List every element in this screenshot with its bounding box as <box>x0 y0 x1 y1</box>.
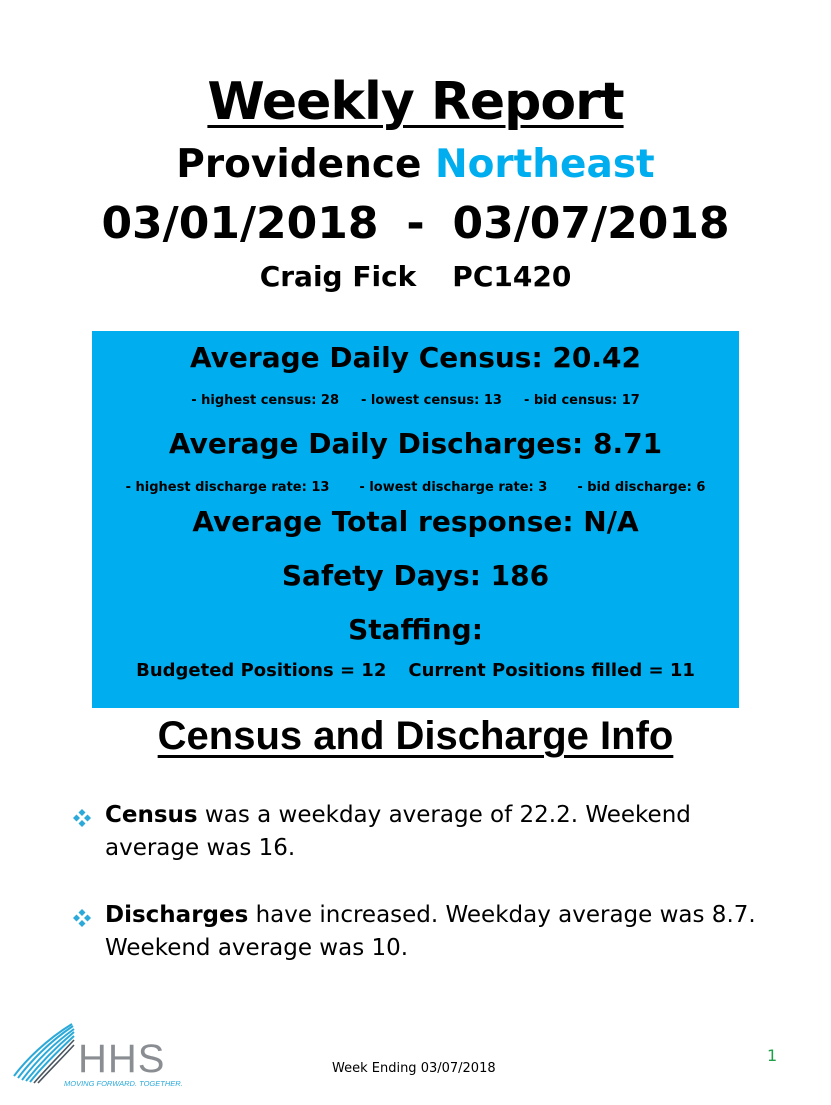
date-range <box>0 198 831 249</box>
location-prefix: Providence <box>176 142 422 187</box>
budgeted-positions: Budgeted Positions = 12 <box>136 660 387 681</box>
hhs-logo <box>12 1020 212 1092</box>
staffing-details <box>92 660 739 681</box>
census-title: Average Daily Census: 20.42 <box>190 341 641 374</box>
staffing-title: Staffing: <box>348 613 483 646</box>
discharge-bid: - bid discharge: 6 <box>577 480 706 495</box>
location-region: Northeast <box>434 142 655 187</box>
info-heading: Census and Discharge Info <box>157 714 674 758</box>
discharges-title: Average Daily Discharges: 8.71 <box>168 427 663 460</box>
census-bid: - bid census: 17 <box>523 393 640 408</box>
filled-positions: Current Positions filled = 11 <box>408 660 695 681</box>
bullet-keyword: Discharges <box>105 902 249 928</box>
person-code: PC1420 <box>452 260 572 293</box>
logo-text: HHS <box>78 1037 166 1081</box>
discharge-lowest: - lowest discharge rate: 3 <box>359 480 548 495</box>
response-title: Average Total response: N/A <box>192 505 639 538</box>
bullet-text: was a weekday average of 22.2. Weekend average was 16. <box>105 802 691 861</box>
week-ending: Week Ending 03/07/2018 <box>332 1061 496 1076</box>
date-separator: - <box>406 198 425 249</box>
report-title: Weekly Report <box>207 72 624 132</box>
info-bullet-discharges <box>72 899 772 965</box>
diamond-bullet-icon <box>72 908 92 928</box>
discharge-highest: - highest discharge rate: 13 <box>125 480 330 495</box>
date-start: 03/01/2018 <box>101 198 379 249</box>
discharge-details <box>92 480 739 495</box>
date-end: 03/07/2018 <box>452 198 730 249</box>
diamond-bullet-icon <box>72 808 92 828</box>
info-bullet-census <box>72 799 772 865</box>
logo-tagline: MOVING FORWARD. TOGETHER. <box>64 1079 183 1088</box>
census-highest: - highest census: 28 <box>191 393 340 408</box>
summary-box <box>92 331 739 708</box>
census-lowest: - lowest census: 13 <box>361 393 502 408</box>
page-number: 1 <box>767 1046 778 1065</box>
safety-title: Safety Days: 186 <box>281 559 550 592</box>
location-line <box>0 142 831 187</box>
bullet-text: have increased. Weekday average was 8.7. Weekend average was 10. <box>105 902 756 961</box>
person-line <box>0 260 831 293</box>
bullet-keyword: Census <box>105 802 198 828</box>
person-name: Craig Fick <box>259 260 417 293</box>
census-details <box>92 393 739 408</box>
